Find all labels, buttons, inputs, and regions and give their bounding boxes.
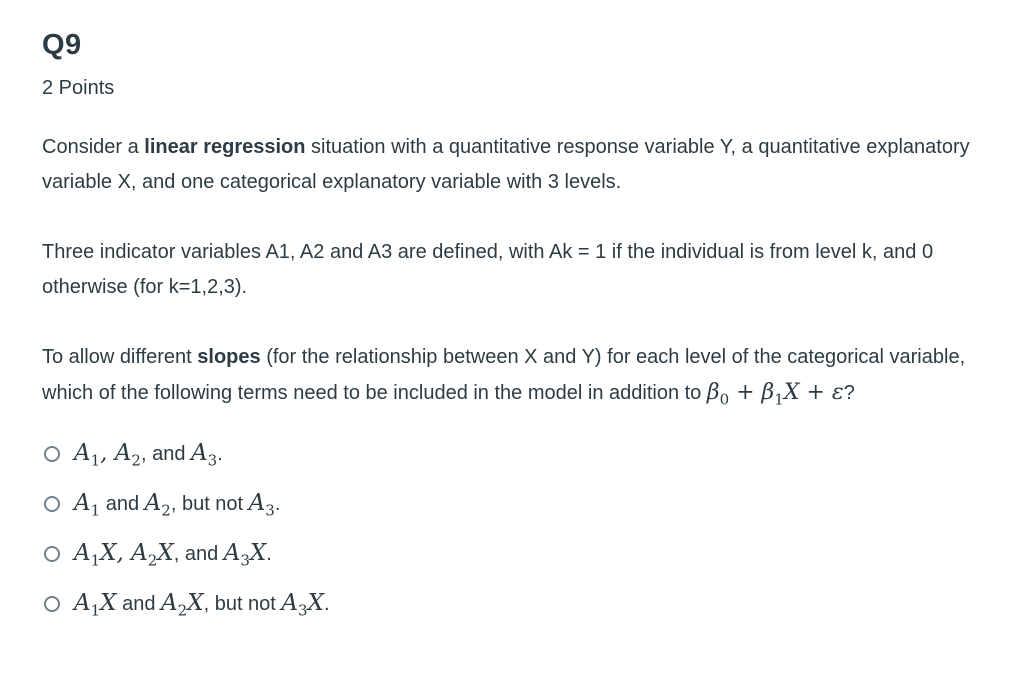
radio-button-icon[interactable]	[44, 496, 60, 512]
answer-option-label: $A_1$ and $A_2$, but not $A_3$.	[74, 489, 281, 520]
radio-button-icon[interactable]	[44, 596, 60, 612]
p1-post: situation with a quantitative response variable Y, a quantitative explanatory variable X, and one categorical explanatory variable with 3 levels.	[42, 136, 970, 193]
p3-post: (for the relationship between X and Y) for each level of the categorical variable, which of the following terms need to be included in the model in addition to	[42, 346, 966, 404]
answer-option-1[interactable]	[42, 429, 1024, 479]
radio-button-icon[interactable]	[44, 546, 60, 562]
p3-bold: slopes	[197, 346, 261, 368]
question-points: 2 Points	[42, 77, 115, 99]
answer-option-label: $A_1X$, $A_2X$, and $A_3X$.	[74, 539, 272, 570]
p3-pre: To allow different	[42, 346, 198, 368]
answer-option-3[interactable]	[42, 529, 1024, 579]
question-paragraph-1	[42, 130, 1017, 200]
p1-pre: Consider a	[42, 136, 145, 158]
answer-option-4[interactable]	[42, 579, 1024, 629]
question-paragraph-3: To allow different slopes (for the relationship between X and Y) for each level of the categorical variable, which of the following terms need to be included in the model in addition to $\beta_0 + \beta_1X + \varepsilon$?	[42, 346, 966, 409]
radio-button-icon[interactable]	[44, 446, 60, 462]
question-paragraph-2: Three indicator variables A1, A2 and A3 are defined, with Ak = 1 if the individual is from level k, and 0 otherwise (for k=1,2,3).	[42, 241, 934, 298]
model-formula: $\beta_0 + \beta_1X + \varepsilon$	[706, 380, 844, 409]
question-number: Q9	[42, 29, 82, 61]
answer-options	[42, 429, 1024, 629]
p1-bold: linear regression	[144, 136, 306, 158]
answer-option-label: $A_1X$ and $A_2X$, but not $A_3X$.	[74, 589, 330, 620]
answer-option-2[interactable]	[42, 479, 1024, 529]
answer-option-label: $A_1$, $A_2$, and $A_3$.	[74, 439, 223, 470]
